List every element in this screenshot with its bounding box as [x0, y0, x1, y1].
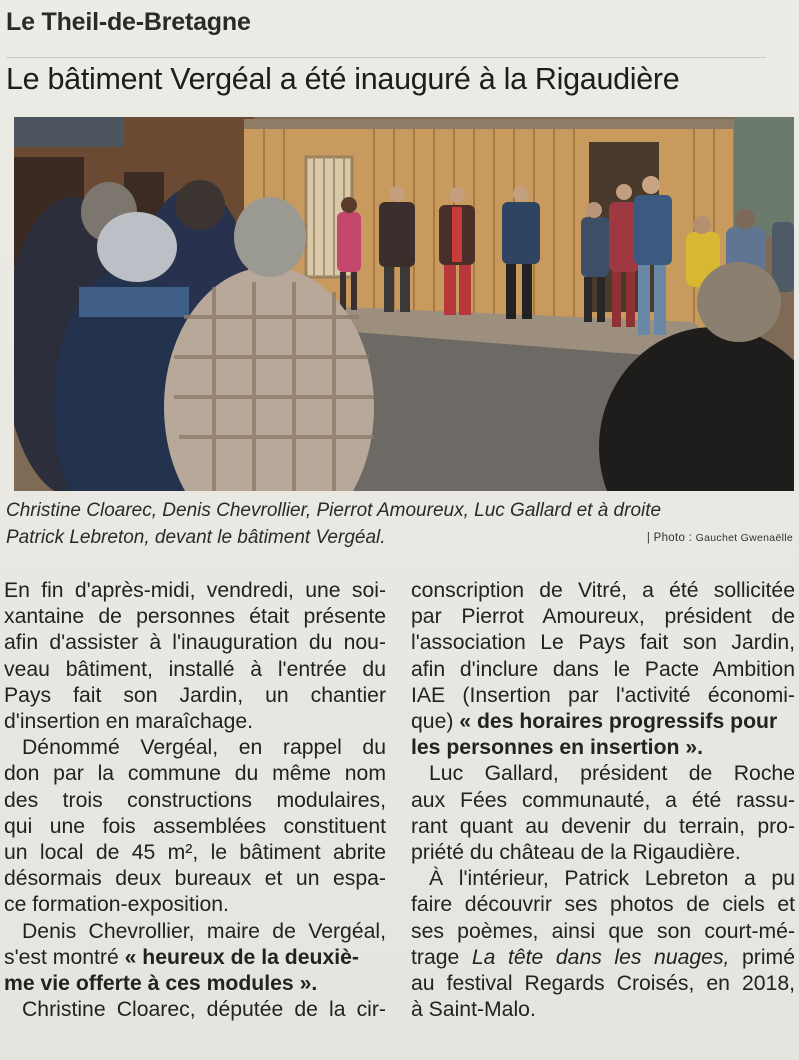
text-line: rant quant au devenir du terrain, pro- [411, 814, 795, 838]
text-line: conscription de Vitré, a été sollicitée [411, 579, 795, 602]
text-line: aux Fées communauté, a été rassu- [411, 788, 795, 812]
credit-prefix: | Photo : [646, 532, 696, 544]
text-line: À l'intérieur, Patrick Lebreton a pu [429, 867, 795, 891]
article-column-right [411, 578, 795, 1023]
text-line: don par la commune du même nom [4, 762, 386, 786]
text-fragment: s'est montré [4, 945, 119, 969]
photo-credit [647, 532, 793, 544]
text-line: au festival Regards Croisés, en 2018, [411, 972, 795, 996]
divider [6, 57, 766, 58]
text-line: ses poèmes, ainsi que son court-mé- [411, 919, 795, 943]
text-line [411, 735, 795, 761]
text-fragment: primé [742, 945, 795, 969]
text-line: d'insertion en maraîchage. [4, 710, 254, 734]
quote-fragment: me vie offerte à ces modules ». [4, 972, 318, 996]
text-line: afin d'inclure dans le Pacte Ambition [411, 657, 795, 681]
article-headline: Le bâtiment Vergéal a été inauguré à la Rigaudière [6, 62, 680, 96]
caption-line: Patrick Lebreton, devant le bâtiment Vergéal. [6, 527, 386, 548]
article-column-left [4, 578, 386, 1023]
text-line [4, 971, 386, 997]
section-kicker: Le Theil-de-Bretagne [6, 8, 251, 36]
text-line: Dénommé Vergéal, en rappel du [22, 736, 386, 760]
text-line: des trois constructions modulaires, [4, 788, 386, 812]
article-photo [14, 117, 794, 491]
text-line: qui une fois assemblées constituent [4, 814, 386, 838]
text-line: priété du château de la Rigaudière. [411, 841, 741, 865]
text-line: Denis Chevrollier, maire de Vergéal, [22, 919, 386, 943]
text-line: Pays fait son Jardin, un chantier [4, 683, 386, 707]
photo-illustration [14, 117, 794, 491]
text-line: IAE (Insertion par l'activité économi- [411, 683, 795, 707]
credit-name: Gauchet Gwenaëlle [695, 532, 793, 544]
text-line: à Saint-Malo. [411, 998, 536, 1022]
quote-fragment: « des horaires progressifs pour [459, 710, 778, 734]
text-line: faire découvrir ses photos de ciels et [411, 893, 795, 917]
text-line: Christine Cloarec, députée de la cir- [22, 998, 386, 1022]
text-line: En fin d'après-midi, vendredi, une soi- [4, 579, 386, 602]
quote-fragment: les personnes en insertion ». [411, 736, 704, 760]
caption-line: Christine Cloarec, Denis Chevrollier, Pierrot Amoureux, Luc Gallard et à droite [6, 500, 662, 521]
text-line: veau bâtiment, installé à l'entrée du [4, 657, 386, 681]
text-fragment: trage [411, 945, 460, 969]
film-title: La tête dans les nuages, [471, 945, 730, 969]
text-line: par Pierrot Amoureux, président de [411, 605, 795, 629]
text-fragment: que) [411, 710, 454, 734]
text-line: l'association Le Pays fait son Jardin, [411, 631, 795, 655]
text-line: xantaine de personnes était présente [4, 605, 386, 629]
text-line [411, 709, 795, 735]
text-line: Luc Gallard, président de Roche [429, 762, 795, 786]
text-line: afin d'assister à l'inauguration du nou- [4, 631, 386, 655]
text-line [411, 945, 795, 971]
text-line: désormais deux bureaux et un espa- [4, 867, 386, 891]
text-line [4, 945, 386, 971]
quote-fragment: « heureux de la deuxiè- [124, 945, 359, 969]
text-line: un local de 45 m², le bâtiment abrite [4, 841, 386, 865]
text-line: ce formation-exposition. [4, 893, 229, 917]
